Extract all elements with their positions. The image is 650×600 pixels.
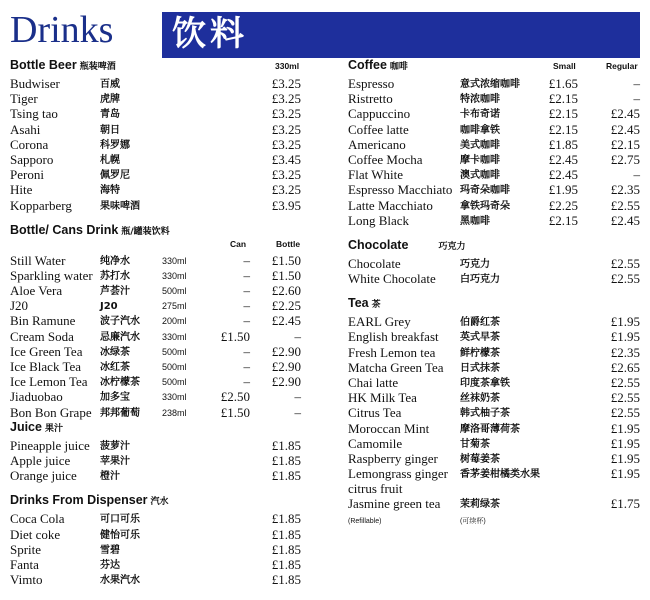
item-name-chinese: 菠萝汁: [100, 440, 130, 452]
coffee-list: [348, 76, 640, 228]
menu-item: [348, 137, 640, 152]
item-name: Vimto: [10, 572, 43, 588]
item-price: £1.85: [271, 511, 301, 527]
item-price: £2.55: [610, 405, 640, 421]
menu-item: [348, 360, 640, 375]
item-name-line2: citrus fruit: [348, 481, 403, 497]
menu-item: [10, 122, 310, 137]
menu-item: [10, 405, 310, 420]
coffee-section: [348, 58, 640, 228]
item-price-bottle: £2.25: [271, 298, 301, 314]
item-price-regular: –: [633, 76, 640, 91]
menu-item: [10, 374, 310, 389]
menu-item: [10, 106, 310, 121]
refillable-note: (Refillable): [348, 518, 382, 526]
item-name: Corona: [10, 136, 49, 152]
item-name: Peroni: [10, 167, 44, 183]
section-title: Coffee 咖啡: [348, 58, 408, 72]
item-name: Matcha Green Tea: [348, 359, 444, 375]
item-price-can: –: [243, 359, 250, 374]
item-name-chinese: 韩式柚子茶: [460, 408, 510, 420]
menu-item: [10, 91, 310, 106]
item-volume: 500ml: [162, 286, 187, 297]
item-name-chinese: 树莓姜茶: [460, 453, 500, 465]
item-volume: 275ml: [162, 301, 187, 312]
item-name: Budwiser: [10, 76, 60, 91]
item-name: Kopparberg: [10, 197, 72, 213]
chocolate-section: [348, 238, 640, 286]
menu-item: [348, 405, 640, 420]
item-price: £1.85: [271, 452, 301, 468]
item-name-chinese: 水果汽水: [100, 575, 140, 587]
item-name: Chocolate: [348, 255, 401, 271]
item-name-chinese: 青岛: [100, 109, 120, 121]
item-price: £1.85: [271, 572, 301, 588]
item-name: Jasmine green tea: [348, 496, 441, 512]
item-name-chinese: 苹果汁: [100, 455, 130, 467]
menu-item: [10, 182, 310, 197]
item-name-chinese: 雪碧: [100, 544, 120, 556]
item-name: Ice Black Tea: [10, 359, 82, 374]
juice-section: [10, 420, 310, 484]
item-name: Ice Lemon Tea: [10, 374, 88, 390]
menu-item: [10, 268, 310, 283]
item-name: Coffee latte: [348, 121, 409, 137]
menu-item: [348, 314, 640, 329]
item-price-bottle: £2.90: [271, 374, 301, 390]
menu-item: [10, 152, 310, 167]
menu-item: [10, 557, 310, 572]
item-name-chinese: 芬达: [100, 559, 120, 571]
menu-item: [348, 106, 640, 121]
item-name-chinese: 虎牌: [100, 94, 120, 106]
item-name: Pineapple juice: [10, 437, 90, 453]
column-header-regular: Regular: [606, 61, 638, 71]
item-name-chinese: 科罗娜: [100, 139, 130, 151]
item-name: Coca Cola: [10, 511, 65, 527]
item-name-chinese: 甘菊茶: [460, 438, 490, 450]
item-price: £2.35: [610, 344, 640, 360]
item-name-chinese: 卡布奇诺: [460, 109, 500, 121]
item-price-bottle: £1.50: [271, 252, 301, 268]
menu-item: [348, 496, 640, 511]
item-name: Orange juice: [10, 468, 77, 484]
item-price-small: £1.85: [548, 136, 578, 152]
item-price: £3.25: [271, 136, 301, 152]
menu-item: [348, 256, 640, 271]
item-volume: 238ml: [162, 407, 187, 418]
item-name-chinese: 忌廉汽水: [100, 331, 140, 343]
item-volume: 330ml: [162, 392, 187, 403]
menu-item: [348, 182, 640, 197]
item-name-chinese: 特浓咖啡: [460, 94, 500, 106]
item-price: £1.75: [610, 496, 640, 512]
menu-item: [10, 359, 310, 374]
item-price-small: £2.15: [548, 121, 578, 137]
cans-list: [10, 253, 310, 420]
item-name: HK Milk Tea: [348, 390, 417, 406]
item-price: £1.95: [610, 450, 640, 466]
menu-item: [10, 137, 310, 152]
item-name: Cappuccino: [348, 106, 411, 122]
item-price: £3.25: [271, 76, 301, 91]
item-name: Tiger: [10, 91, 38, 107]
item-name-chinese: 苏打水: [100, 270, 130, 282]
item-name-chinese: 摩洛哥薄荷茶: [460, 423, 520, 435]
item-name: Sparkling water: [10, 267, 93, 283]
menu-item: [10, 511, 310, 526]
item-name-chinese: 拿铁玛奇朵: [460, 200, 510, 212]
item-name-chinese: 纯净水: [100, 255, 130, 267]
item-name: Bin Ramune: [10, 313, 76, 329]
item-name-chinese: 日式抹茶: [460, 362, 500, 374]
item-name: Hite: [10, 182, 33, 198]
item-name-chinese: 冰红茶: [100, 362, 130, 373]
item-name-chinese: 果味啤酒: [100, 200, 140, 212]
menu-item: [10, 253, 310, 268]
item-name-chinese: 芦荟汁: [100, 286, 130, 298]
item-volume: 330ml: [162, 331, 187, 342]
item-name-chinese: 加多宝: [100, 392, 130, 404]
menu-item: [348, 271, 640, 286]
item-price: £1.95: [610, 329, 640, 345]
item-volume: 500ml: [162, 362, 187, 372]
page-title-chinese: 饮料: [172, 14, 248, 54]
item-name-chinese: 可口可乐: [100, 514, 140, 526]
item-price-bottle: £2.60: [271, 283, 301, 299]
item-name: Aloe Vera: [10, 283, 63, 299]
item-price-small: £2.15: [548, 106, 578, 122]
item-price-regular: –: [633, 91, 640, 107]
item-price-can: £2.50: [220, 389, 250, 405]
item-price: £3.25: [271, 121, 301, 137]
item-name: Moroccan Mint: [348, 420, 430, 436]
item-price-bottle: –: [294, 404, 301, 420]
menu-item: [348, 436, 640, 451]
item-price: £1.85: [271, 556, 301, 572]
menu-item: [10, 542, 310, 557]
cans-section: [10, 223, 310, 420]
menu-item: [10, 344, 310, 359]
item-name: Lemongrass ginger: [348, 466, 449, 482]
item-name: Asahi: [10, 121, 41, 137]
item-price: £1.95: [610, 435, 640, 451]
menu-item: [10, 313, 310, 328]
item-name-chinese: 摩卡咖啡: [460, 154, 500, 166]
item-price: £1.95: [610, 466, 640, 482]
item-price-regular: £2.45: [610, 106, 640, 122]
item-price-bottle: £2.90: [271, 359, 301, 374]
menu-item: [348, 213, 640, 228]
item-price-can: –: [243, 298, 250, 314]
menu-item: [10, 468, 310, 483]
item-price: £3.25: [271, 182, 301, 198]
left-column: [10, 58, 310, 587]
item-name: Americano: [348, 136, 406, 152]
item-name-chinese: 札幌: [100, 154, 120, 166]
item-name: Espresso: [348, 76, 395, 91]
section-title: Chocolate 巧克力: [348, 237, 466, 252]
dispenser-section: [10, 493, 310, 587]
item-price-can: –: [243, 343, 250, 359]
item-price-can: £1.50: [220, 404, 250, 420]
menu-item: [348, 329, 640, 344]
item-name: Raspberry ginger: [348, 450, 438, 466]
item-name-chinese: 波子汽水: [100, 316, 140, 328]
tea-list: [348, 314, 640, 511]
item-name: Flat White: [348, 167, 404, 183]
section-title: Juice 果汁: [10, 419, 63, 434]
dispenser-list: [10, 511, 310, 587]
item-name-chinese: 白巧克力: [460, 274, 500, 286]
item-name-chinese: 朝日: [100, 124, 120, 136]
menu-item: [348, 421, 640, 436]
item-price-regular: £2.45: [610, 212, 640, 228]
menu-item: [348, 76, 640, 91]
item-name: Apple juice: [10, 452, 71, 468]
item-name-chinese: 咖啡拿铁: [460, 124, 500, 136]
item-price: £2.55: [610, 375, 640, 390]
item-price-can: –: [243, 283, 250, 299]
item-price: £2.65: [610, 359, 640, 375]
item-name: Tsing tao: [10, 106, 58, 122]
chocolate-list: [348, 256, 640, 286]
item-price-small: £2.45: [548, 167, 578, 183]
menu-item: [348, 198, 640, 213]
menu-item: [348, 152, 640, 167]
column-header-small: Small: [553, 61, 576, 71]
menu-item: [10, 198, 310, 213]
item-volume: 500ml: [162, 377, 187, 388]
menu-item: [10, 438, 310, 453]
menu-item: [348, 91, 640, 106]
item-price-bottle: –: [294, 389, 301, 405]
menu-item: [348, 167, 640, 182]
menu-item: [10, 298, 310, 313]
section-title: Bottle/ Cans Drink 瓶/罐装饮料: [10, 222, 170, 237]
right-column: [348, 58, 640, 526]
item-name-chinese: 澳式咖啡: [460, 170, 500, 182]
item-name: Fanta: [10, 556, 39, 572]
item-price-small: £2.45: [548, 151, 578, 167]
item-name: Cream Soda: [10, 328, 74, 344]
item-name: Coffee Mocha: [348, 151, 423, 167]
item-price: £1.85: [271, 541, 301, 557]
item-name-chinese: 黑咖啡: [460, 215, 490, 227]
item-price: £1.85: [271, 468, 301, 484]
bottle-beer-section: [10, 58, 310, 213]
item-name-chinese: 海特: [100, 185, 120, 197]
item-price-regular: £2.75: [610, 151, 640, 167]
menu-item: [10, 453, 310, 468]
item-name-chinese: 鲜柠檬茶: [460, 347, 500, 359]
item-price: £1.85: [271, 437, 301, 453]
item-name: Jiaduobao: [10, 389, 63, 405]
item-name-chinese: 意式浓缩咖啡: [460, 79, 520, 90]
beer-list: [10, 76, 310, 213]
item-price: £2.55: [610, 390, 640, 406]
item-name-chinese: J20: [100, 301, 118, 313]
item-name-chinese: 橙汁: [100, 471, 120, 483]
page-title: Drinks: [10, 9, 114, 51]
item-name-chinese: 百威: [100, 79, 120, 90]
refillable-note-chinese: (可续杯): [460, 518, 486, 526]
item-price-can: –: [243, 313, 250, 329]
item-name: Still Water: [10, 252, 66, 268]
item-volume: 330ml: [162, 270, 187, 281]
item-name-chinese: 巧克力: [460, 258, 490, 270]
menu-item: [10, 572, 310, 587]
item-name: Fresh Lemon tea: [348, 344, 436, 360]
item-name: Camomile: [348, 435, 403, 451]
item-name-chinese: 茉莉绿茶: [460, 499, 500, 511]
item-price-small: £1.65: [548, 76, 578, 91]
section-title: Tea 茶: [348, 296, 381, 311]
item-name-chinese: 香茅姜柑橘类水果: [460, 469, 540, 481]
menu-item: [348, 375, 640, 390]
item-name: EARL Grey: [348, 314, 411, 330]
item-volume: 500ml: [162, 346, 187, 357]
menu-item: [348, 122, 640, 137]
menu-item: [10, 329, 310, 344]
column-header-can: Can: [230, 238, 247, 249]
item-price: £1.85: [271, 526, 301, 542]
item-name: Ristretto: [348, 91, 393, 107]
item-price-small: £2.15: [548, 212, 578, 228]
item-name: Sprite: [10, 541, 42, 557]
item-name: Bon Bon Grape: [10, 404, 92, 420]
menu-item: [10, 167, 310, 182]
item-price-bottle: –: [294, 328, 301, 344]
item-price: £3.25: [271, 167, 301, 183]
item-name: Citrus Tea: [348, 405, 402, 421]
item-name: Latte Macchiato: [348, 197, 433, 213]
menu-item: [10, 527, 310, 542]
item-name: Espresso Macchiato: [348, 182, 453, 198]
item-price-small: £2.25: [548, 197, 578, 213]
column-header-330ml: 330ml: [275, 61, 300, 71]
menu-item: [348, 466, 640, 496]
item-price-regular: £2.15: [610, 136, 640, 152]
item-price-can: £1.50: [220, 328, 250, 344]
item-name-chinese: 印度茶拿铁: [460, 378, 510, 389]
item-name: Sapporo: [10, 151, 54, 167]
item-name: Long Black: [348, 212, 410, 228]
item-price-can: –: [243, 252, 250, 268]
item-volume: 200ml: [162, 316, 187, 327]
menu-item: [348, 345, 640, 360]
item-price-regular: –: [633, 167, 640, 183]
item-name-chinese: 冰柠檬茶: [100, 377, 140, 389]
item-name-chinese: 邦邦葡萄: [100, 407, 140, 419]
item-name-chinese: 丝袜奶茶: [460, 393, 500, 405]
item-name: English breakfast: [348, 329, 439, 345]
section-title: Drinks From Dispenser 汽水: [10, 493, 169, 508]
item-name-chinese: 英式早茶: [460, 332, 500, 344]
item-price: £3.95: [271, 197, 301, 213]
item-price-small: £1.95: [548, 182, 578, 198]
item-name: J20: [10, 298, 29, 314]
tea-section: [348, 296, 640, 526]
menu-item: [348, 390, 640, 405]
item-price-bottle: £2.45: [271, 313, 301, 329]
item-price-regular: £2.45: [610, 121, 640, 137]
item-name-chinese: 佩罗尼: [100, 170, 130, 182]
item-name-chinese: 伯爵红茶: [460, 317, 500, 329]
menu-item: [10, 283, 310, 298]
item-name: Ice Green Tea: [10, 343, 83, 359]
item-price-bottle: £2.90: [271, 343, 301, 359]
juice-list: [10, 438, 310, 484]
item-price: £3.45: [271, 151, 301, 167]
item-name: Chai latte: [348, 375, 399, 390]
item-price: £3.25: [271, 106, 301, 122]
column-header-bottle: Bottle: [276, 238, 301, 249]
item-price-can: –: [243, 267, 250, 283]
item-name-chinese: 冰绿茶: [100, 346, 130, 358]
section-title: Bottle Beer 瓶装啤酒: [10, 58, 116, 72]
item-price-bottle: £1.50: [271, 267, 301, 283]
item-name: White Chocolate: [348, 271, 436, 287]
item-price: £1.95: [610, 420, 640, 436]
item-name: Diet coke: [10, 526, 61, 542]
menu-item: [10, 76, 310, 91]
item-price-can: –: [243, 374, 250, 390]
menu-item: [348, 451, 640, 466]
item-price-small: £2.15: [548, 91, 578, 107]
item-price: £2.55: [610, 255, 640, 271]
item-volume: 330ml: [162, 255, 187, 266]
item-price: £1.95: [610, 314, 640, 330]
item-name-chinese: 美式咖啡: [460, 139, 500, 151]
item-price: £3.25: [271, 91, 301, 107]
item-price-regular: £2.55: [610, 197, 640, 213]
menu-item: [10, 389, 310, 404]
item-name-chinese: 健怡可乐: [100, 529, 140, 541]
item-price: £2.55: [610, 271, 640, 287]
item-name-chinese: 玛奇朵咖啡: [460, 185, 510, 197]
item-price-regular: £2.35: [610, 182, 640, 198]
